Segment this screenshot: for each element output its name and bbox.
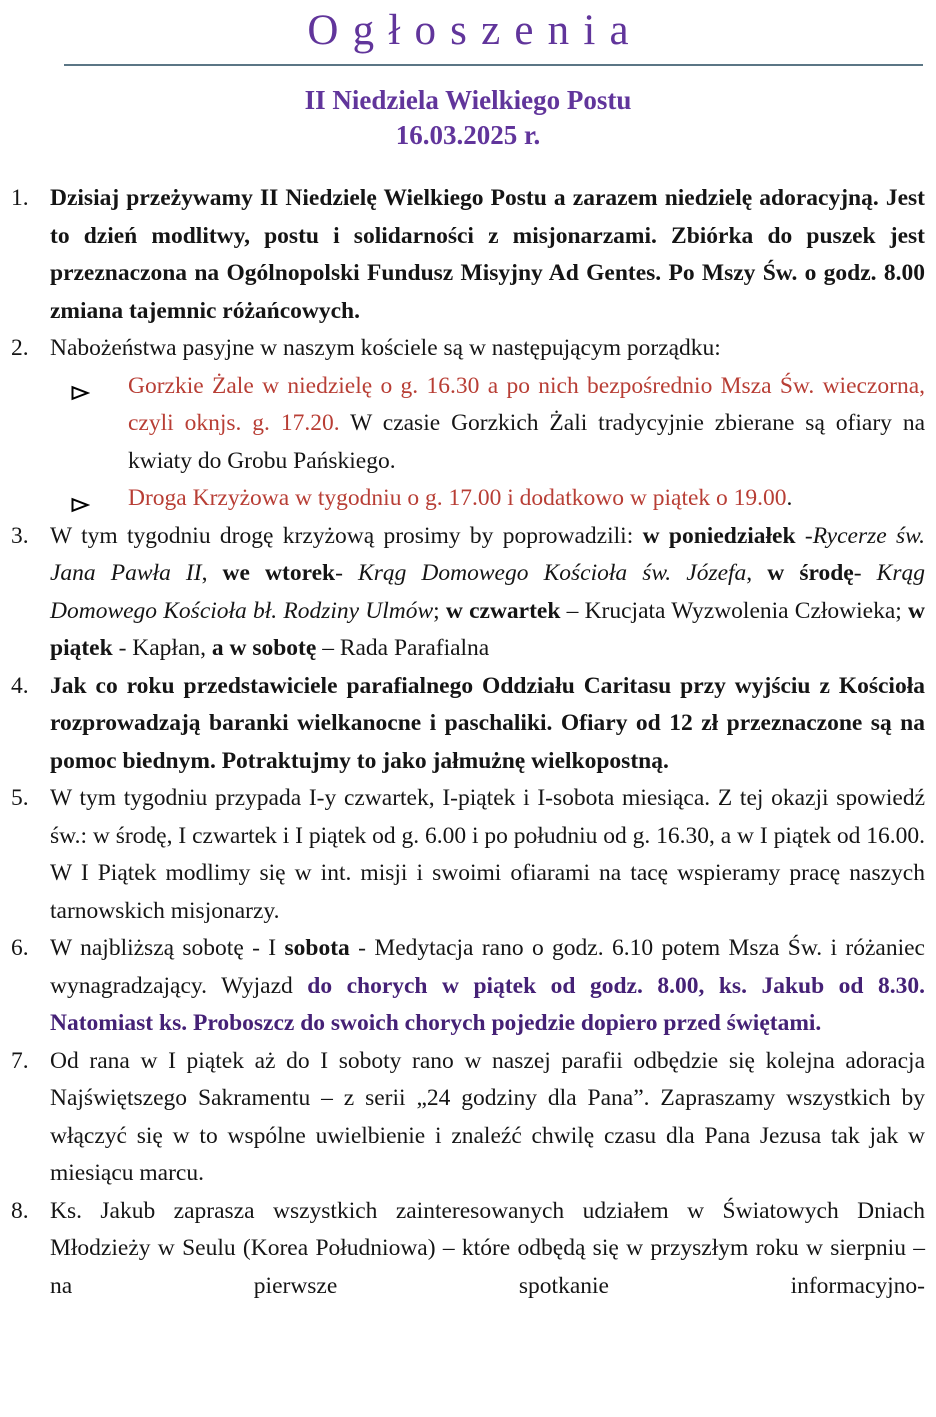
text-run: we wtorek [222, 560, 336, 586]
bullet-item [50, 368, 925, 481]
text-run: - [853, 560, 877, 586]
text-run: Jak co roku przedstawiciele parafialnego Oddziału Caritasu przy wyjściu z Kościoła rozprowadzają baranki wielkanocne i paschaliki. Ofiary od 12 zł przeznaczone są na pomoc biednym. Potraktujmy to jako jałmużnę wielkopostną. [50, 672, 925, 774]
list-item [0, 930, 936, 1043]
title-divider [64, 64, 923, 66]
list-item [0, 518, 936, 668]
arrow-bullet-icon [70, 489, 90, 507]
list-item [0, 180, 936, 330]
item-number: 1. [11, 185, 29, 211]
subtitle-block [0, 83, 936, 153]
item-number: 7. [11, 1047, 29, 1074]
text-run: w piątek [50, 597, 925, 661]
item-number: 4. [11, 672, 29, 699]
arrow-bullet-icon [70, 377, 90, 395]
text-run: Krąg Domowego Kościoła bł. Rodziny Ulmów [50, 560, 925, 624]
item-number: 5. [11, 785, 29, 811]
text-run: Ks. Jakub zaprasza wszystkich zainteresowanych udziałem w Światowych Dniach Młodzieży w Seulu (Korea Południowa) – które odbędą się w przyszłym roku w sierpniu – na pierwsze spotkanie informacyjno- [50, 1197, 925, 1299]
text-run: . [786, 485, 793, 511]
text-run: - Kapłan, [112, 635, 212, 661]
text-run: – Krucjata Wyzwolenia Człowieka; [560, 597, 909, 624]
text-run: Gorzkie Żale w niedzielę o g. 16.30 a po nich bezpośrednio Msza Św. wieczorna, czyli oknjs. g. 17.20. [128, 372, 925, 436]
text-run: , [746, 560, 768, 586]
subtitle-week: II Niedziela Wielkiego Postu [304, 85, 632, 115]
text-run: ; [433, 597, 446, 624]
text-run: a w sobotę [211, 635, 317, 661]
item-number: 6. [11, 935, 29, 961]
item-number: 3. [11, 522, 29, 549]
text-run: , [201, 560, 223, 586]
text-run: W czasie Gorzkich Żali tradycyjnie zbierane są ofiary na kwiaty do Grobu Pańskiego. [128, 410, 925, 474]
page-title: Ogłoszenia [307, 7, 643, 54]
text-run: sobota [284, 935, 350, 961]
list-item [0, 1043, 936, 1193]
text-run: W tym tygodniu drogę krzyżową prosimy by poprowadzili: [50, 522, 643, 549]
text-run: W najbliższą sobotę - I [50, 935, 285, 961]
item-number: 8. [11, 1197, 29, 1224]
text-run: w środę [767, 560, 854, 586]
list-item [0, 780, 936, 930]
text-run: w czwartek [445, 597, 561, 624]
text-run: Nabożeństwa pasyjne w naszym kościele są w następującym porządku: [50, 335, 721, 361]
text-run: w poniedziałek [642, 522, 796, 549]
text-run: Droga Krzyżowa w tygodniu o g. 17.00 i dodatkowo w piątek o 19.00 [128, 485, 787, 511]
text-run: Dzisiaj przeżywamy II Niedzielę Wielkiego Postu a zarazem niedzielę adoracyjną. Jest to dzień modlitwy, postu i solidarności z misjonarzami. Zbiórka do puszek jest przeznaczona na Ogólnopolski Fundusz Misyjny Ad Gentes. Po Mszy Św. o godz. 8.00 zmiana tajemnic różańcowych. [50, 185, 925, 324]
text-run: - [335, 560, 359, 586]
item-number: 2. [11, 335, 29, 361]
subtitle-date: 16.03.2025 r. [395, 120, 541, 150]
text-run: Krąg Domowego Kościoła św. Józefa [358, 560, 747, 586]
text-run: -Rycerze św. Jana Pawła II [50, 522, 925, 586]
text-run: – Rada Parafialna [316, 635, 490, 661]
text-run: W tym tygodniu przypada I-y czwartek, I-piątek i I-sobota miesiąca. Z tej okazji spowiedź św.: w środę, I czwartek i I piątek od g. 6.00 i po południu od g. 16.30, a w I piątek od 16.00. W I Piątek modlimy się w int. misji i swoimi ofiarami na tacę wspieramy pracę naszych tarnowskich misjonarzy. [50, 785, 925, 924]
text-run: Od rana w I piątek aż do I soboty rano w naszej parafii odbędzie się kolejna adoracja Najświętszego Sakramentu – z serii „24 godziny dla Pana”. Zapraszamy wszystkich by włączyć się w to wspólne uwielbienie i znaleźć chwilę czasu dla Pana Jezusa tak jak w miesiącu marcu. [50, 1047, 925, 1186]
announcement-list [0, 180, 936, 1305]
text-run: do chorych w piątek od godz. 8.00, ks. Jakub od 8.30. Natomiast ks. Proboszcz do swoich chorych pojedzie dopiero przed świętami. [50, 972, 925, 1036]
list-item [0, 1193, 936, 1306]
text-run: - Medytacja rano o godz. 6.10 potem Msza Św. i różaniec wynagradzający. Wyjazd [50, 935, 925, 999]
bullet-item [50, 480, 925, 518]
list-item [0, 668, 936, 781]
list-item [0, 330, 936, 518]
